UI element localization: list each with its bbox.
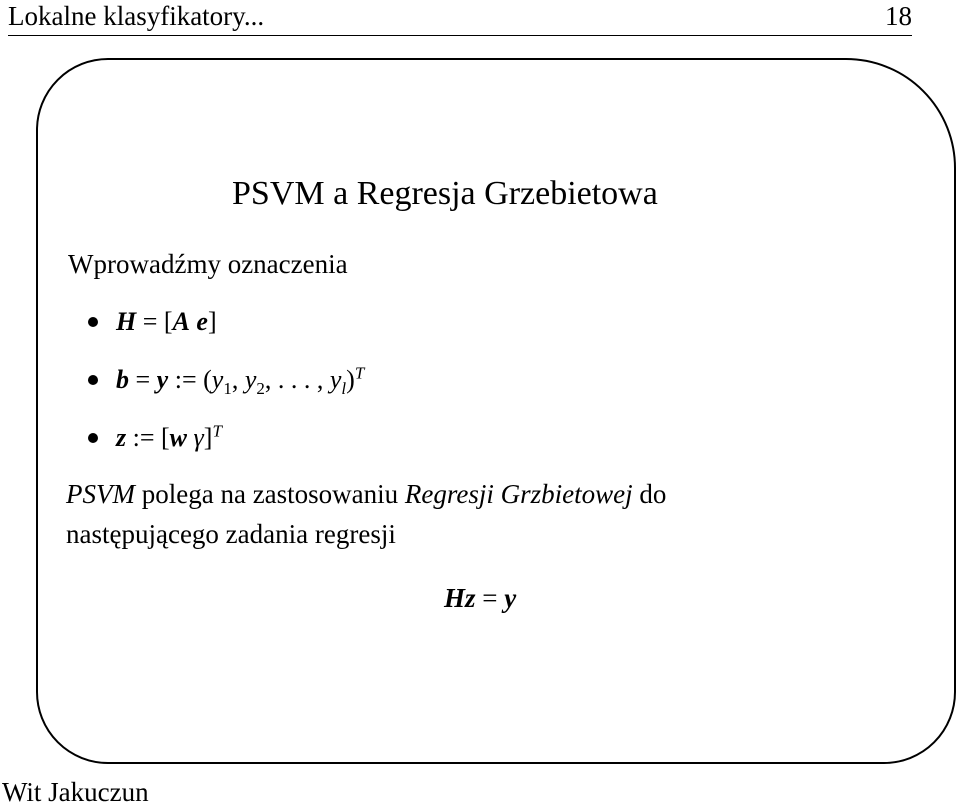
bullet-item xyxy=(88,422,222,454)
bullet-dot xyxy=(88,375,98,385)
slide-header xyxy=(8,0,912,38)
intro-text: Wprowadźmy oznaczenia xyxy=(68,249,348,279)
header-rule xyxy=(8,35,912,36)
term-psvm: PSVM xyxy=(66,479,135,509)
paragraph-line-1 xyxy=(66,478,666,510)
bullet-formula: H = [A e] xyxy=(116,307,217,336)
term-ridge-regression: Regresji Grzbietowej xyxy=(404,479,633,509)
bullet-dot xyxy=(88,317,98,327)
paragraph-end: do xyxy=(632,479,667,509)
slide-title: PSVM a Regresja Grzebietowa xyxy=(232,175,658,212)
paragraph-line-2: następującego zadania regresji xyxy=(66,519,396,549)
bullet-item xyxy=(88,306,217,338)
bullet-dot xyxy=(88,433,98,443)
header-title: Lokalne klasyfikatory... xyxy=(8,1,265,31)
paragraph-middle: polega na zastosowaniu xyxy=(134,479,405,509)
equation: Hz = y xyxy=(444,583,517,613)
bullet-formula: z := [w γ]$^T$ xyxy=(116,421,222,452)
slide-frame xyxy=(36,58,956,764)
page-number: 18 xyxy=(885,1,912,31)
bullet-item xyxy=(88,363,365,399)
bullet-formula: b = y := ($y_1$, $y_2$, . . . , $y_l)^T$ xyxy=(116,363,365,399)
footer-author: Wit Jakuczun xyxy=(2,777,149,807)
